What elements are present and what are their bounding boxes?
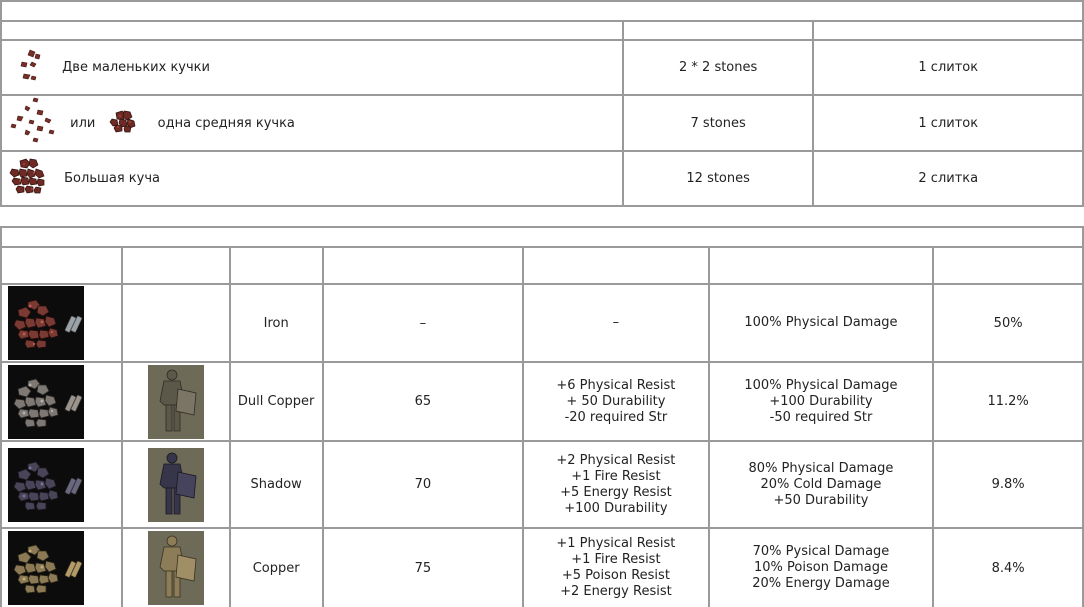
armor-bonus-line: +2 Energy Resist <box>560 584 672 599</box>
metal-header-armor <box>122 247 230 284</box>
metal-header-skill <box>323 247 523 284</box>
weapon-bonus-line: 20% Energy Damage <box>752 576 890 591</box>
armor-image-cell <box>122 362 230 441</box>
ore-table-header-ingots <box>813 21 1083 40</box>
weapon-bonus-line: 20% Cold Damage <box>760 476 882 492</box>
ore-ingots-cell: 2 слитка <box>813 151 1083 206</box>
weapon-bonus-line: +50 Durability <box>773 492 869 508</box>
armor-image-cell <box>122 284 230 362</box>
ore-pile-or-label: или <box>70 115 96 131</box>
metal-row <box>1 528 1083 607</box>
metal-name: Shadow <box>230 441 323 528</box>
weapon-bonus-line: 10% Poison Damage <box>754 560 888 575</box>
ore-image-cell <box>1 528 122 607</box>
ore-table-row <box>1 151 1083 206</box>
dull-copper-ore-icon <box>8 365 84 439</box>
metal-header-armor-bonus <box>523 247 709 284</box>
copper-ore-icon <box>8 531 84 605</box>
metal-header-chance <box>933 247 1083 284</box>
ore-table-title-row <box>1 1 1083 21</box>
ore-pile-label: одна средняя кучка <box>157 115 295 131</box>
weapon-bonus-line: 100% Physical Damage <box>744 377 898 393</box>
metal-skill: 70 <box>323 441 523 528</box>
ore-table-row <box>1 40 1083 95</box>
ore-image-cell <box>1 362 122 441</box>
iron-ore-icon <box>8 286 84 360</box>
ore-image-cell <box>1 284 122 362</box>
ore-stones-cell: 2 * 2 stones <box>623 40 814 95</box>
armor-bonus-line: +5 Energy Resist <box>560 484 672 500</box>
ore-stones-cell: 12 stones <box>623 151 814 206</box>
metal-name: Copper <box>230 528 323 607</box>
armor-bonus-line: +2 Physical Resist <box>556 452 676 468</box>
metal-table-title-cell <box>1 227 1083 247</box>
ore-ingots-cell: 1 слиток <box>813 40 1083 95</box>
metal-table-header-row <box>1 247 1083 284</box>
weapon-bonus-line: -50 required Str <box>769 409 873 425</box>
metal-chance: 9.8% <box>933 441 1083 528</box>
metal-armor-bonus <box>523 441 709 528</box>
armor-bonus-line: +100 Durability <box>564 500 668 516</box>
metal-table-title-row <box>1 227 1083 247</box>
metal-armor-bonus <box>523 528 709 607</box>
metal-row <box>1 284 1083 362</box>
metal-name: Dull Copper <box>230 362 323 441</box>
armor-bonus-line: -20 required Str <box>564 409 668 425</box>
armor-bonus-line: – <box>612 315 620 330</box>
metal-types-table <box>0 226 1084 607</box>
metal-weapon-bonus <box>709 528 934 607</box>
ore-pile-cell <box>1 40 623 95</box>
ore-table-header-row <box>1 21 1083 40</box>
ore-pile-label: Большая куча <box>64 171 160 186</box>
metal-skill: 65 <box>323 362 523 441</box>
ore-stones-cell: 7 stones <box>623 95 814 151</box>
metal-weapon-bonus <box>709 362 934 441</box>
metal-header-name <box>230 247 323 284</box>
weapon-bonus-line: 100% Physical Damage <box>744 315 898 330</box>
armor-bonus-line: +1 Fire Resist <box>571 552 661 567</box>
ore-table-header-pile <box>1 21 623 40</box>
ore-pile-cell <box>1 95 623 151</box>
armor-image-cell <box>122 441 230 528</box>
weapon-bonus-line: 70% Pysical Damage <box>752 544 890 559</box>
ore-pile-label: Две маленьких кучки <box>62 60 210 75</box>
armor-bonus-line: +1 Fire Resist <box>571 468 661 484</box>
weapon-bonus-line: +100 Durability <box>769 393 873 409</box>
large-ore-pile-icon <box>8 155 52 203</box>
ore-ingots-cell: 1 слиток <box>813 95 1083 151</box>
ore-table-row <box>1 95 1083 151</box>
metal-weapon-bonus <box>709 441 934 528</box>
ore-pile-table <box>0 0 1084 207</box>
armor-bonus-line: +6 Physical Resist <box>556 377 676 393</box>
ore-table-title-cell <box>1 1 1083 21</box>
metal-armor-bonus <box>523 362 709 441</box>
ore-pile-cell <box>1 151 623 206</box>
armor-bonus-line: +1 Physical Resist <box>556 536 676 551</box>
copper-armor-icon <box>148 531 204 605</box>
weapon-bonus-line: 80% Physical Damage <box>748 460 894 476</box>
metal-row <box>1 441 1083 528</box>
shadow-armor-icon <box>148 448 204 522</box>
armor-bonus-line: +5 Poison Resist <box>561 568 670 583</box>
metal-header-ore <box>1 247 122 284</box>
metal-chance: 8.4% <box>933 528 1083 607</box>
ore-table-header-stones <box>623 21 814 40</box>
dull-copper-armor-icon <box>148 365 204 439</box>
metal-skill: – <box>323 284 523 362</box>
metal-name: Iron <box>230 284 323 362</box>
small-ore-pile-icon <box>8 46 50 90</box>
metal-row <box>1 362 1083 441</box>
metal-header-weapon-bonus <box>709 247 934 284</box>
shadow-ore-icon <box>8 448 84 522</box>
metal-armor-bonus <box>523 284 709 362</box>
ore-image-cell <box>1 441 122 528</box>
tiny-ore-pile-icon <box>8 96 62 150</box>
medium-ore-pile-icon <box>108 107 140 139</box>
metal-chance: 50% <box>933 284 1083 362</box>
armor-image-cell <box>122 528 230 607</box>
metal-chance: 11.2% <box>933 362 1083 441</box>
armor-bonus-line: + 50 Durability <box>566 393 666 409</box>
metal-skill: 75 <box>323 528 523 607</box>
metal-weapon-bonus <box>709 284 934 362</box>
